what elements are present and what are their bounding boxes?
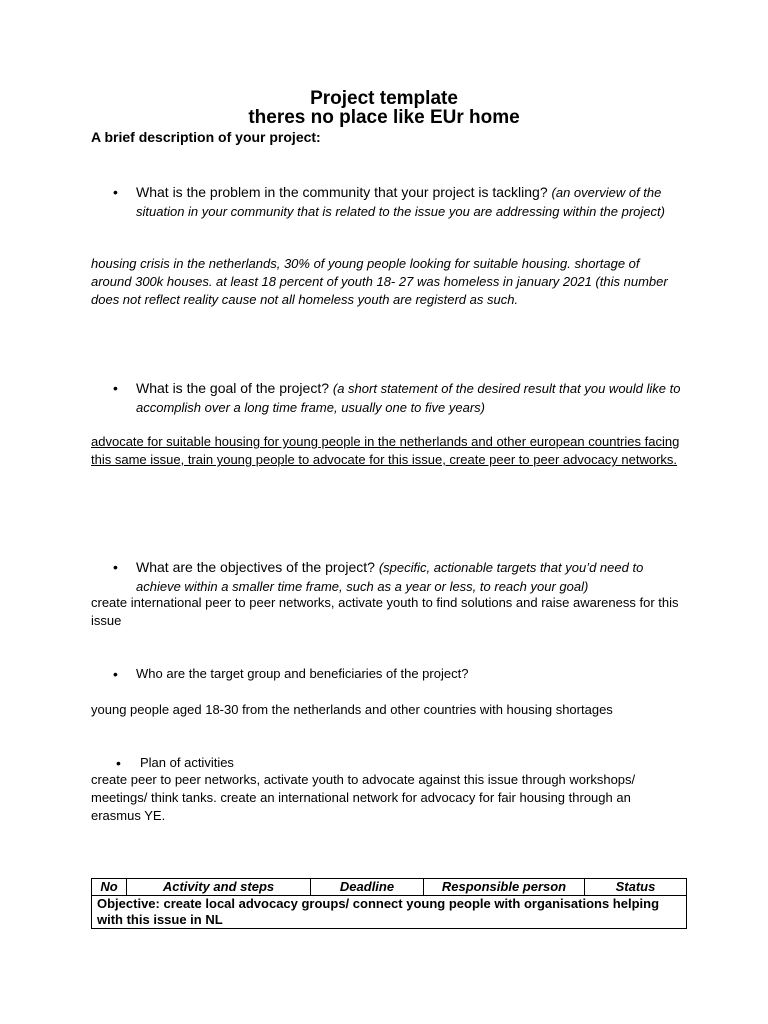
project-name: theres no place like EUr home <box>248 107 520 128</box>
question-hint: (a short statement of the desired result that you would like to accomplish over a long time frame, usually one to five years) <box>136 381 681 415</box>
col-header-responsible: Responsible person <box>424 879 585 896</box>
objective-cell: Objective: create local advocacy groups/ connect young people with organisations helping with this issue in NL <box>92 896 687 929</box>
problem-question <box>136 183 684 221</box>
col-header-no: No <box>92 879 127 896</box>
plan-answer: create peer to peer networks, activate youth to advocate against this issue through workshops/ meetings/ think tanks. create an international network for advocacy for fair housing through an erasmus YE. <box>91 772 636 823</box>
bullet-icon: • <box>113 184 118 200</box>
goal-answer: advocate for suitable housing for young people in the netherlands and other european countries facing this same issue, train young people to advocate for this issue, create peer to peer advocacy networks. <box>91 434 680 467</box>
question-text: What are the objectives of the project? <box>136 559 375 575</box>
bullet-icon: • <box>113 380 118 396</box>
activities-table <box>91 878 687 929</box>
col-header-activity: Activity and steps <box>127 879 311 896</box>
problem-answer: housing crisis in the netherlands, 30% of young people looking for suitable housing. shortage of around 300k houses. at least 18 percent of youth 18- 27 was homeless in january 2021 (this number does not reflect reality cause not all homeless youth are registerd as such. <box>91 256 668 307</box>
bullet-icon: • <box>116 755 121 771</box>
plan-question: Plan of activities <box>140 755 234 770</box>
goal-question <box>136 379 684 417</box>
table-header-row <box>92 879 687 896</box>
question-text: What is the goal of the project? <box>136 380 329 396</box>
col-header-deadline: Deadline <box>311 879 424 896</box>
bullet-icon: • <box>113 666 118 682</box>
objectives-question <box>136 558 684 596</box>
bullet-icon: • <box>113 559 118 575</box>
section-heading: A brief description of your project: <box>91 129 321 145</box>
table-row <box>92 896 687 929</box>
target-group-question: Who are the target group and beneficiaries of the project? <box>136 666 469 681</box>
question-hint: (specific, actionable targets that you’d need to achieve within a smaller time frame, such as a year or less, to reach your goal) <box>136 560 644 594</box>
page-title: Project template <box>310 88 458 109</box>
question-text: What is the problem in the community that your project is tackling? <box>136 184 548 200</box>
target-group-answer: young people aged 18-30 from the netherlands and other countries with housing shortages <box>91 702 613 717</box>
col-header-status: Status <box>585 879 687 896</box>
question-hint: (an overview of the situation in your community that is related to the issue you are addressing within the project) <box>136 185 665 219</box>
objectives-answer: create international peer to peer networks, activate youth to find solutions and raise awareness for this issue <box>91 595 679 628</box>
